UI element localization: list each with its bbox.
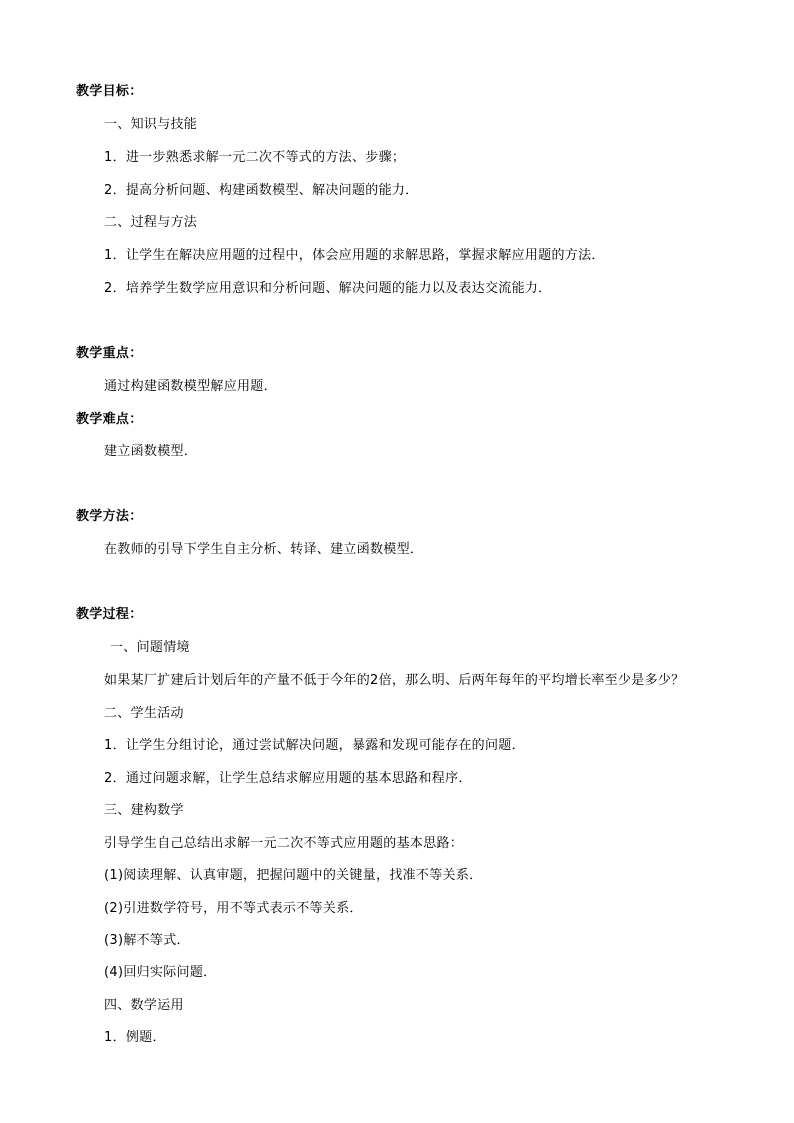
method-text: 在教师的引导下学生自主分析、转译、建立函数模型． bbox=[104, 542, 424, 557]
construct-step-2: (2)引进数学符号，用不等式表示不等关系． bbox=[104, 901, 363, 916]
knowledge-skills-title: 一、知识与技能 bbox=[104, 117, 198, 132]
math-application-item-1: 1．例题． bbox=[104, 1030, 166, 1045]
difficulty-text: 建立函数模型． bbox=[104, 444, 198, 459]
construct-step-3: (3)解不等式． bbox=[104, 933, 190, 948]
problem-situation-text: 如果某厂扩建后计划后年的产量不低于今年的2倍，那么明、后两年每年的平均增长率至少是多少？ bbox=[104, 673, 685, 688]
key-point-text: 通过构建函数模型解应用题． bbox=[104, 379, 277, 394]
student-activity-item-1: 1．让学生分组讨论，通过尝试解决问题，暴露和发现可能存在的问题． bbox=[104, 738, 525, 753]
process-method-title: 二、过程与方法 bbox=[104, 215, 198, 230]
problem-situation-title: 一、问题情境 bbox=[110, 640, 190, 655]
student-activity-title: 二、学生活动 bbox=[104, 706, 184, 721]
construct-math-title: 三、建构数学 bbox=[104, 803, 184, 818]
key-point-heading: 教学重点： bbox=[76, 346, 143, 361]
student-activity-item-2: 2．通过问题求解，让学生总结求解应用题的基本思路和程序． bbox=[104, 771, 472, 786]
difficulty-heading: 教学难点： bbox=[76, 412, 143, 427]
math-application-title: 四、数学运用 bbox=[104, 998, 184, 1013]
process-heading: 教学过程： bbox=[76, 607, 143, 622]
construct-math-text: 引导学生自己总结出求解一元二次不等式应用题的基本思路： bbox=[104, 836, 464, 851]
process-method-item-2: 2．培养学生数学应用意识和分析问题、解决问题的能力以及表达交流能力． bbox=[104, 281, 552, 296]
objectives-heading: 教学目标： bbox=[76, 84, 143, 99]
knowledge-item-1: 1．进一步熟悉求解一元二次不等式的方法、步骤； bbox=[104, 150, 406, 165]
knowledge-item-2: 2．提高分析问题、构建函数模型、解决问题的能力． bbox=[104, 183, 419, 198]
process-method-item-1: 1．让学生在解决应用题的过程中，体会应用题的求解思路，掌握求解应用题的方法． bbox=[104, 248, 605, 263]
construct-step-4: (4)回归实际问题． bbox=[104, 965, 217, 980]
method-heading: 教学方法： bbox=[76, 509, 143, 524]
construct-step-1: (1)阅读理解、认真审题，把握问题中的关键量，找准不等关系． bbox=[104, 868, 483, 883]
